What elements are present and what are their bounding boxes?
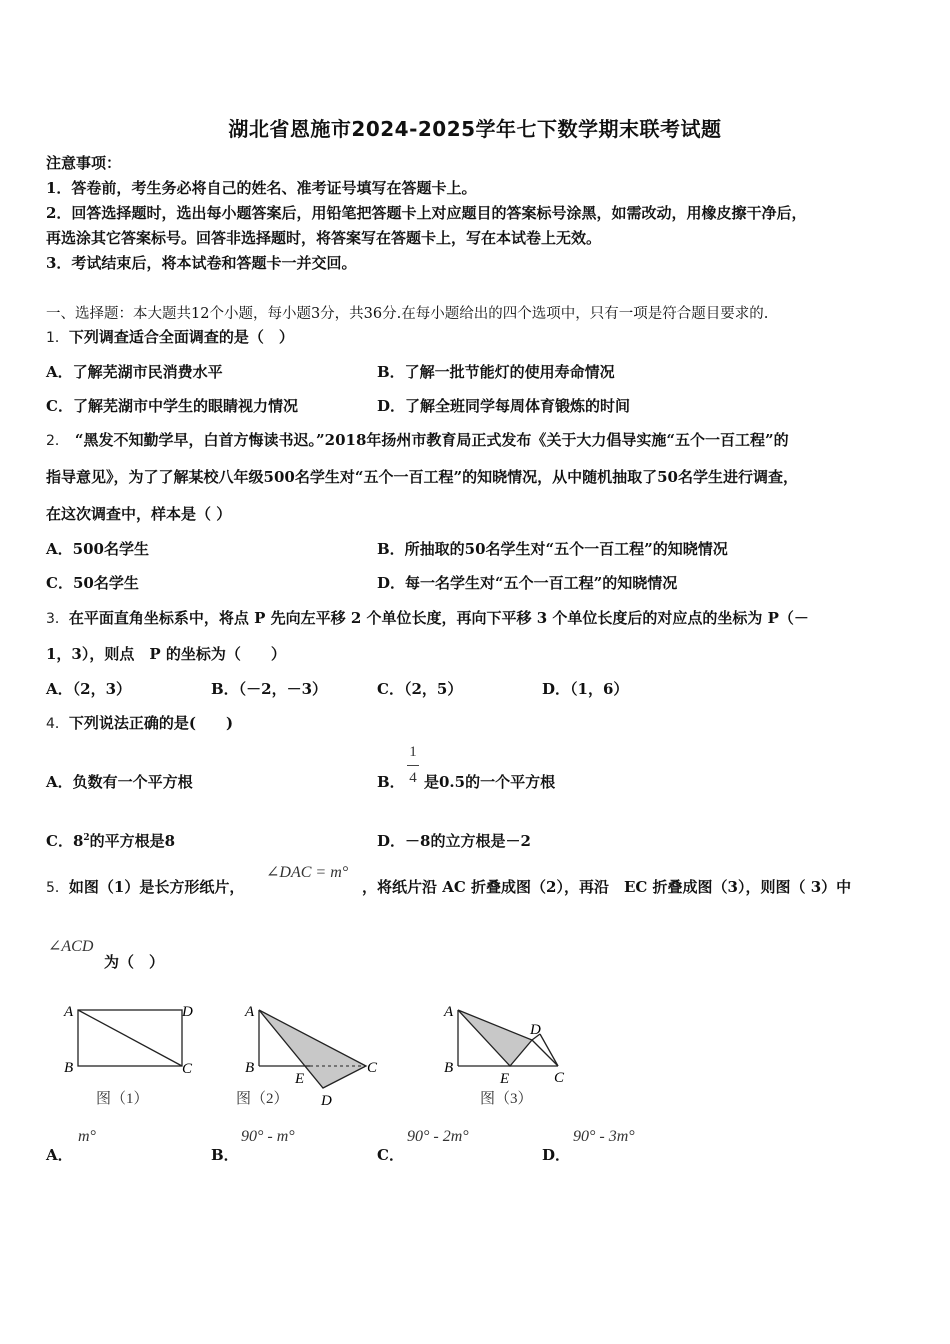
notice-item-2-cont: 再选涂其它答案标号。回答非选择题时，将答案写在答题卡上，写在本试卷上无效。 [46, 229, 602, 247]
label-c: C [182, 1061, 193, 1077]
figure-1-caption: 图（1） [96, 1091, 149, 1107]
label-d: D [530, 1022, 541, 1038]
label-b: B [64, 1060, 74, 1076]
figure-2-caption: 图（2） [236, 1091, 289, 1107]
q5-option-a-label: A． [46, 1146, 73, 1164]
fraction-denominator: 4 [409, 770, 417, 786]
q5-option-d-label: D． [542, 1146, 571, 1164]
q2-option-d: D．每一名学生对“五个一百工程”的知晓情况 [377, 574, 678, 592]
notice-item-1: 1．答卷前，考生务必将自己的姓名、准考证号填写在答题卡上。 [46, 179, 477, 197]
q1-option-a: A．了解芜湖市民消费水平 [46, 363, 223, 381]
notice-heading: 注意事项： [46, 154, 122, 172]
question-number: 1． [46, 330, 69, 346]
label-b: B [245, 1060, 255, 1076]
figure-3 [443, 1004, 565, 1107]
q2-option-c: C．50名学生 [46, 574, 139, 592]
q5-option-d-value: 90° - 3m° [573, 1128, 635, 1145]
label-a: A [64, 1004, 74, 1020]
question-number: 5． [46, 880, 69, 896]
q1-option-b: B．了解一批节能灯的使用寿命情况 [377, 363, 615, 381]
section-header: 一、选择题：本大题共12个小题，每小题3分，共36分.在每小题给出的四个选项中，只有一项是符合题目要求的. [46, 306, 769, 322]
q2-stem-line3: 在这次调查中，样本是（ ） [46, 505, 232, 523]
q4-option-c-pre: C．8 [46, 832, 84, 850]
q3-option-a: A．（2，3） [46, 680, 132, 698]
label-e: E [500, 1071, 510, 1087]
q5-figures [40, 990, 640, 1115]
question-1 [46, 326, 294, 347]
folded-triangle [458, 1010, 532, 1066]
question-number: 2． [46, 433, 69, 449]
q3-option-d: D．（1，6） [542, 680, 629, 698]
q1-option-d: D．了解全班同学每周体育锻炼的时间 [377, 397, 631, 415]
q4-option-c-post: 的平方根是8 [89, 832, 176, 850]
q2-option-a: A．500名学生 [46, 540, 149, 558]
q3-stem-line2: 1，3），则点 P 的坐标为（ ） [46, 645, 286, 663]
label-e: E [295, 1071, 305, 1087]
q4-option-d: D．－8的立方根是－2 [377, 832, 531, 850]
notice-item-3: 3．考试结束后，将本试卷和答题卡一并交回。 [46, 254, 357, 272]
question-stem-line1: “黑发不知勤学早，白首方悔读书迟。”2018年扬州市教育局正式发布《关于大力倡导实施“五个一百工程”的 [74, 431, 789, 449]
folded-triangle [259, 1010, 366, 1088]
label-a: A [245, 1004, 255, 1020]
q3-option-c: C．（2，5） [377, 680, 463, 698]
figure-1 [63, 1004, 193, 1107]
question-4 [46, 712, 233, 733]
question-number: 3． [46, 611, 69, 627]
label-c: C [367, 1060, 378, 1076]
question-5 [46, 876, 244, 897]
question-stem-line1: 在平面直角坐标系中，将点 P 先向左平移 2 个单位长度，再向下平移 3 个单位长度后的对应点的坐标为 P（－ [68, 609, 809, 627]
q2-option-b: B．所抽取的50名学生对“五个一百工程”的知晓情况 [377, 540, 728, 558]
q5-option-b-label: B． [211, 1146, 239, 1164]
exponent: 2 [83, 833, 90, 843]
q5-option-c-label: C． [377, 1146, 404, 1164]
label-d: D [182, 1004, 193, 1020]
q5-option-a-value: m° [78, 1128, 96, 1145]
q4-option-b-label: B． [377, 773, 405, 791]
question-stem-pre: 如图（1）是长方形纸片， [68, 878, 245, 896]
fraction-bar [407, 765, 419, 766]
figure-2 [236, 1004, 378, 1109]
q3-option-b: B．（－2，－3） [211, 680, 328, 698]
question-3 [46, 607, 809, 628]
q5-option-c-value: 90° - 2m° [407, 1128, 469, 1145]
label-c: C [554, 1070, 565, 1086]
q2-stem-line2: 指导意见》，为了了解某校八年级500名学生对“五个一百工程”的知晓情况，从中随机抽取了50名学生进行调查， [46, 468, 798, 486]
q5-option-b-value: 90° - m° [241, 1128, 295, 1145]
angle-dac-expression: ∠DAC = m° [266, 864, 349, 881]
question-2 [46, 429, 789, 450]
angle-acd-expression: ∠ACD [48, 938, 94, 955]
q4-option-b-text: 是0.5的一个平方根 [424, 773, 556, 791]
notice-item-2: 2．回答选择题时，选出每小题答案后，用铅笔把答题卡上对应题目的答案标号涂黑，如需改动，用橡皮擦干净后， [46, 204, 807, 222]
question-stem-tail: 为（ ） [104, 953, 165, 971]
page-title: 湖北省恩施市2024-2025学年七下数学期末联考试题 [228, 117, 722, 141]
label-b: B [444, 1060, 454, 1076]
label-a: A [444, 1004, 454, 1020]
label-d: D [321, 1093, 332, 1109]
diagonal-ac [78, 1010, 182, 1066]
question-stem-post: ，将纸片沿 AC 折叠成图（2），再沿 EC 折叠成图（3），则图（ 3）中 [362, 878, 852, 896]
question-stem: 下列调查适合全面调查的是（ ） [68, 328, 294, 346]
figure-3-caption: 图（3） [480, 1091, 533, 1107]
q4-option-c [46, 830, 175, 851]
q4-option-a: A．负数有一个平方根 [46, 773, 193, 791]
fraction-numerator: 1 [409, 744, 417, 760]
q1-option-c: C．了解芜湖市中学生的眼睛视力情况 [46, 397, 298, 415]
question-stem: 下列说法正确的是( ) [68, 714, 234, 732]
question-number: 4． [46, 716, 69, 732]
